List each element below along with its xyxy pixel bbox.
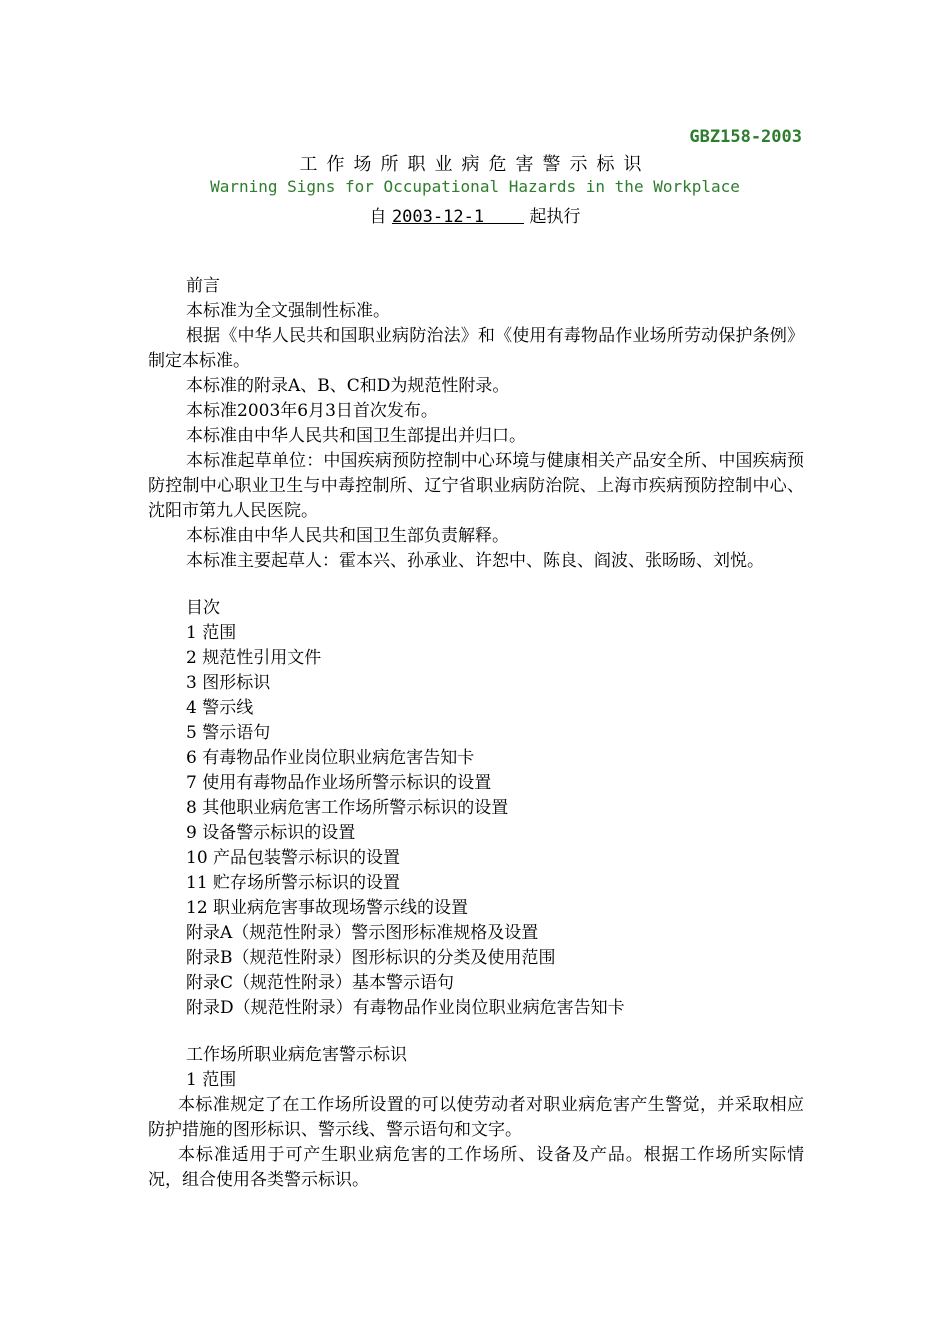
foreword-paragraph: 本标准的附录A、B、C和D为规范性附录。 xyxy=(186,376,510,396)
toc-item: 附录D（规范性附录）有毒物品作业岗位职业病危害告知卡 xyxy=(186,998,625,1018)
foreword-paragraph: 本标准2003年6月3日首次发布。 xyxy=(186,401,438,421)
toc-item: 5 警示语句 xyxy=(186,723,271,743)
toc-item: 附录C（规范性附录）基本警示语句 xyxy=(186,973,455,993)
foreword-paragraph: 根据《中华人民共和国职业病防治法》和《使用有毒物品作业场所劳动保护条例》制定本标准。 xyxy=(148,326,804,371)
section-heading: 1 范围 xyxy=(186,1070,237,1090)
toc-item: 2 规范性引用文件 xyxy=(186,648,322,668)
toc-item: 7 使用有毒物品作业场所警示标识的设置 xyxy=(186,773,492,793)
foreword-heading: 前言 xyxy=(186,276,220,296)
effective-date: 2003-12-1 xyxy=(391,207,485,227)
toc-item: 10 产品包装警示标识的设置 xyxy=(186,848,401,868)
section-doc-title: 工作场所职业病危害警示标识 xyxy=(186,1045,407,1065)
toc-item: 9 设备警示标识的设置 xyxy=(186,823,356,843)
standard-code: GBZ158-2003 xyxy=(689,127,802,147)
toc-item: 3 图形标识 xyxy=(186,673,271,693)
spacer xyxy=(148,1021,804,1043)
title-chinese: 工作场所职业病危害警示标识 xyxy=(299,154,651,175)
foreword-paragraph: 本标准主要起草人：霍本兴、孙承业、许恕中、陈良、阎波、张旸旸、刘悦。 xyxy=(186,551,764,571)
section-paragraph: 本标准适用于可产生职业病危害的工作场所、设备及产品。根据工作场所实际情况，组合使用各类警示标识。 xyxy=(148,1145,804,1190)
spacer xyxy=(148,574,804,596)
toc-item: 4 警示线 xyxy=(186,698,254,718)
section-paragraph: 本标准规定了在工作场所设置的可以使劳动者对职业病危害产生警觉，并采取相应防护措施的图形标识、警示线、警示语句和文字。 xyxy=(148,1095,804,1140)
toc-heading: 目次 xyxy=(186,598,220,618)
toc-item: 6 有毒物品作业岗位职业病危害告知卡 xyxy=(186,748,475,768)
document-body xyxy=(148,274,804,1193)
foreword-paragraph: 本标准由中华人民共和国卫生部负责解释。 xyxy=(186,526,509,546)
toc-item: 12 职业病危害事故现场警示线的设置 xyxy=(186,898,469,918)
toc-item: 附录A（规范性附录）警示图形标准规格及设置 xyxy=(186,923,539,943)
effective-date-line xyxy=(0,202,950,227)
effective-suffix: 起执行 xyxy=(529,207,581,227)
toc-item: 附录B（规范性附录）图形标识的分类及使用范围 xyxy=(186,948,556,968)
effective-prefix: 自 xyxy=(369,207,387,227)
toc-item: 11 贮存场所警示标识的设置 xyxy=(186,873,401,893)
foreword-paragraph: 本标准起草单位：中国疾病预防控制中心环境与健康相关产品安全所、中国疾病预防控制中心职业卫生与中毒控制所、辽宁省职业病防治院、上海市疾病预防控制中心、沈阳市第九人民医院。 xyxy=(148,451,804,521)
toc-item: 8 其他职业病危害工作场所警示标识的设置 xyxy=(186,798,509,818)
toc-item: 1 范围 xyxy=(186,623,237,643)
foreword-paragraph: 本标准由中华人民共和国卫生部提出并归口。 xyxy=(186,426,526,446)
title-english: Warning Signs for Occupational Hazards in the Workplace xyxy=(210,177,740,196)
date-blank-underline xyxy=(484,207,524,224)
foreword-paragraph: 本标准为全文强制性标准。 xyxy=(186,301,390,321)
